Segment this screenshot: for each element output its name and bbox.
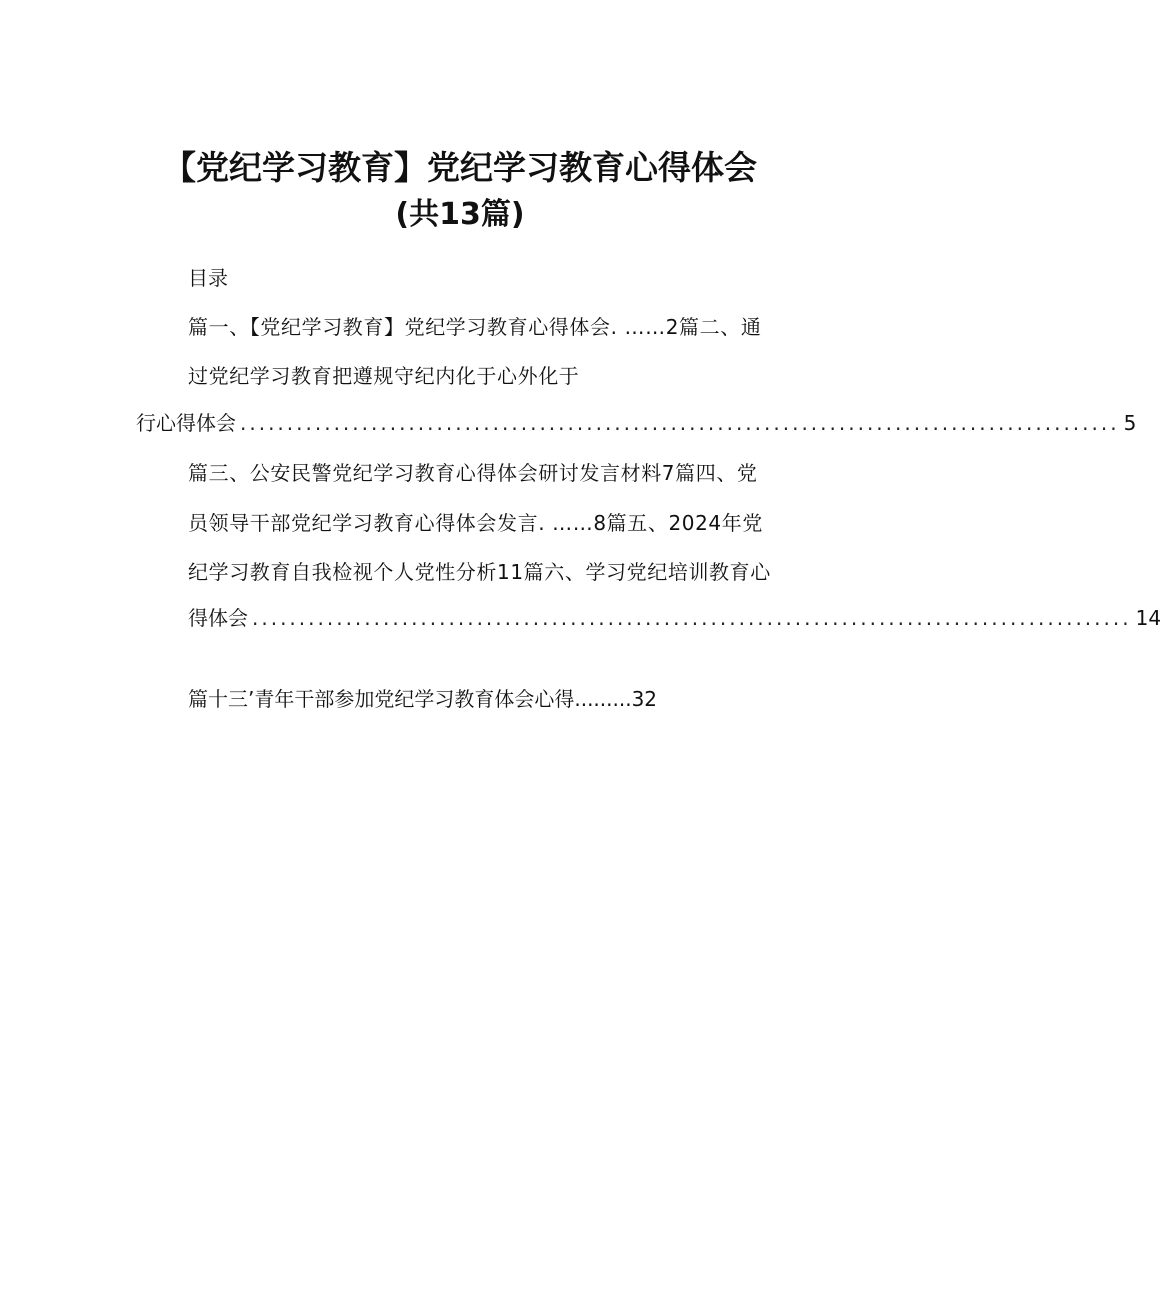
toc-entry-text: 得体会	[188, 606, 248, 630]
toc-line-1: 篇一、【党纪学习教育】党纪学习教育心得体会. ……2篇二、通	[188, 315, 762, 339]
toc-page-number: 5	[1123, 411, 1137, 435]
toc-page-number: 14	[1135, 606, 1161, 630]
document-title: 【党纪学习教育】党纪学习教育心得体会	[163, 148, 757, 187]
toc-entry-text: 行心得体会	[136, 411, 236, 435]
document-subtitle-count: (共13篇)	[395, 197, 525, 232]
toc-line-8: 篇十三’青年干部参加党纪学习教育体会心得.........32	[188, 687, 658, 711]
toc-dot-leader: ..............................................................................................	[240, 411, 1120, 435]
toc-dot-leader: ..............................................................................................	[252, 606, 1132, 630]
toc-heading: 目录	[188, 266, 228, 290]
toc-line-3	[136, 411, 1137, 435]
toc-line-7	[188, 606, 1161, 630]
toc-line-6: 纪学习教育自我检视个人党性分析11篇六、学习党纪培训教育心	[188, 560, 771, 584]
toc-line-2: 过党纪学习教育把遵规守纪内化于心外化于	[188, 364, 580, 388]
toc-line-5: 员领导干部党纪学习教育心得体会发言. ……8篇五、2024年党	[188, 511, 763, 535]
toc-line-4: 篇三、公安民警党纪学习教育心得体会研讨发言材料7篇四、党	[188, 461, 758, 485]
